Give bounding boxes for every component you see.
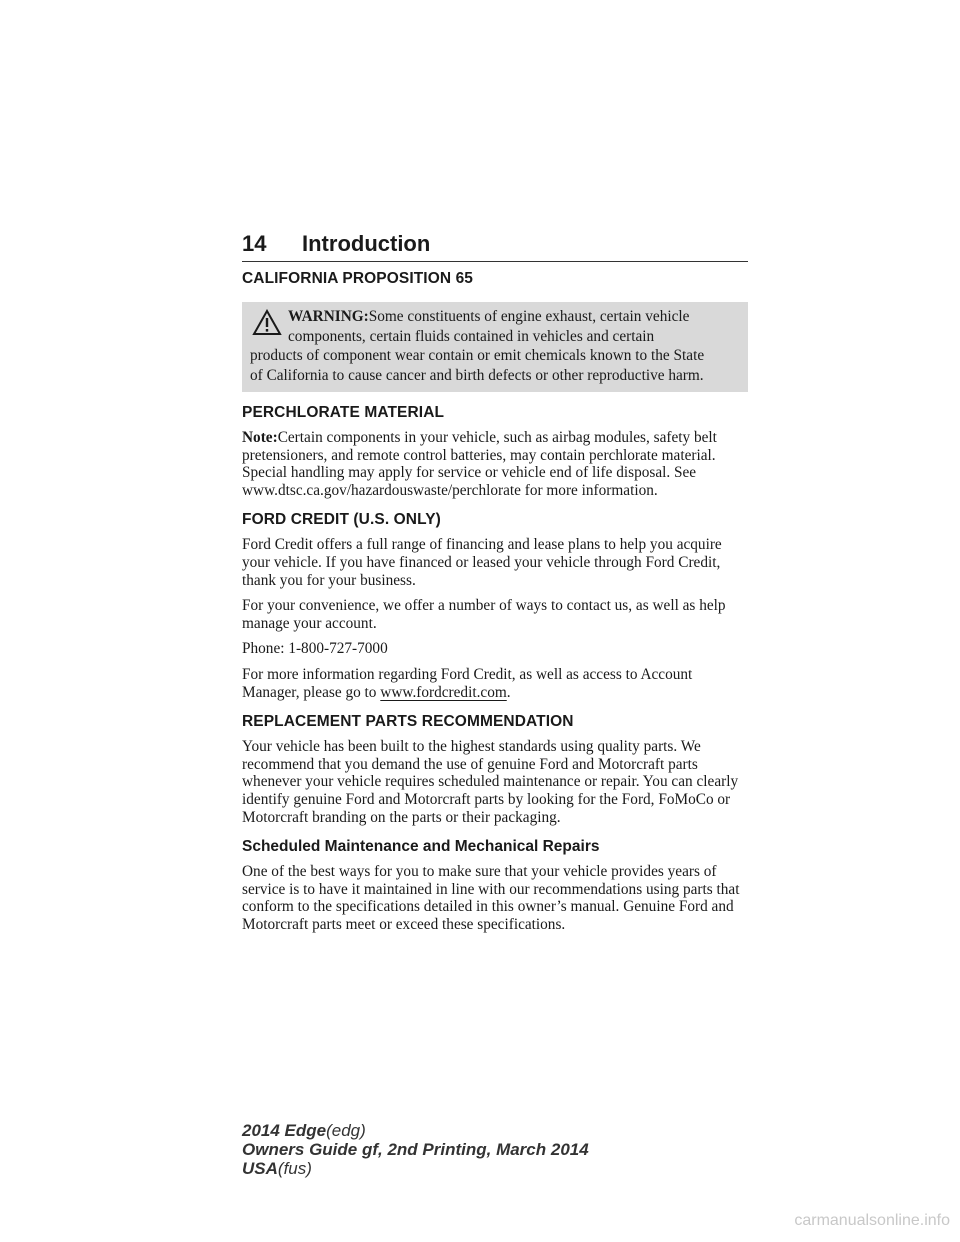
page-footer bbox=[242, 1121, 589, 1178]
footer-guide: Owners Guide gf, 2nd Printing, March 2014 bbox=[242, 1140, 589, 1159]
footer-model-line bbox=[242, 1121, 589, 1140]
ford-credit-phone: Phone: 1-800-727-7000 bbox=[242, 640, 388, 658]
footer-market: USA bbox=[242, 1159, 278, 1178]
ford-credit-paragraph-3-end: . bbox=[506, 683, 511, 701]
section-heading-perchlorate: PERCHLORATE MATERIAL bbox=[242, 404, 445, 421]
footer-guide-line bbox=[242, 1140, 589, 1159]
watermark: carmanualsonline.info bbox=[794, 1212, 950, 1229]
ford-credit-paragraph-3-start: For more information regarding Ford Credit, as well as access to Account Manager, please go to bbox=[242, 665, 693, 701]
section-heading-prop65: CALIFORNIA PROPOSITION 65 bbox=[242, 270, 474, 287]
page-header bbox=[242, 229, 748, 262]
footer-market-code: (fus) bbox=[277, 1159, 312, 1178]
footer-model-code: (edg) bbox=[326, 1121, 366, 1140]
warning-first-line bbox=[288, 307, 740, 327]
page-content bbox=[242, 270, 748, 941]
ford-credit-paragraph-3 bbox=[242, 666, 748, 701]
section-heading-replacement: REPLACEMENT PARTS RECOMMENDATION bbox=[242, 713, 574, 731]
footer-model: 2014 Edge bbox=[242, 1121, 327, 1140]
warning-box bbox=[242, 302, 748, 392]
chapter-title: Introduction bbox=[302, 231, 431, 256]
section-heading-scheduled: Scheduled Maintenance and Mechanical Repairs bbox=[242, 838, 600, 856]
perchlorate-note bbox=[242, 429, 748, 499]
replacement-paragraph: Your vehicle has been built to the highest standards using quality parts. We recommend that you demand the use of genuine Ford and Motorcraft parts whenever your vehicle requires scheduled maintenance or repair. You can clearly identify genuine Ford and Motorcraft parts by looking for the Ford, FoMoCo or Motorcraft branding on the parts or their packaging. bbox=[242, 738, 739, 826]
fordcredit-link[interactable]: www.fordcredit.com bbox=[380, 683, 507, 701]
footer-market-line bbox=[242, 1159, 589, 1178]
note-label: Note: bbox=[242, 429, 278, 446]
warning-label: WARNING: bbox=[288, 308, 369, 325]
ford-credit-paragraph-1: Ford Credit offers a full range of financing and lease plans to help you acquire your vehicle. If you have financed or leased your vehicle through Ford Credit, thank you for your business. bbox=[242, 536, 722, 589]
section-heading-ford-credit: FORD CREDIT (U.S. ONLY) bbox=[242, 511, 441, 529]
warning-triangle-icon bbox=[252, 309, 282, 336]
scheduled-paragraph: One of the best ways for you to make sure that your vehicle provides years of service is to have it maintained in line with our recommendations using parts that conform to the specifications detailed in this owner’s manual. Genuine Ford and Motorcraft parts meet or exceed these specifications. bbox=[242, 863, 740, 933]
page-number: 14 bbox=[242, 231, 267, 256]
warning-line-1: Some constituents of engine exhaust, certain vehicle bbox=[368, 308, 690, 325]
note-text: Certain components in your vehicle, such as airbag modules, safety belt pretensioners, and remote control batteries, may contain perchlorate material. Special handling may apply for service or vehicle end of life disposal. See www.dtsc.ca.gov/hazardouswaste/perchlorate for more information. bbox=[242, 429, 717, 499]
warning-rest: products of component wear contain or emit chemicals known to the State of California to cause cancer and birth defects or other reproductive harm. bbox=[250, 347, 705, 384]
warning-line-2: components, certain fluids contained in vehicles and certain bbox=[288, 327, 655, 345]
ford-credit-paragraph-2: For your convenience, we offer a number of ways to contact us, as well as help manage your account. bbox=[242, 597, 726, 632]
